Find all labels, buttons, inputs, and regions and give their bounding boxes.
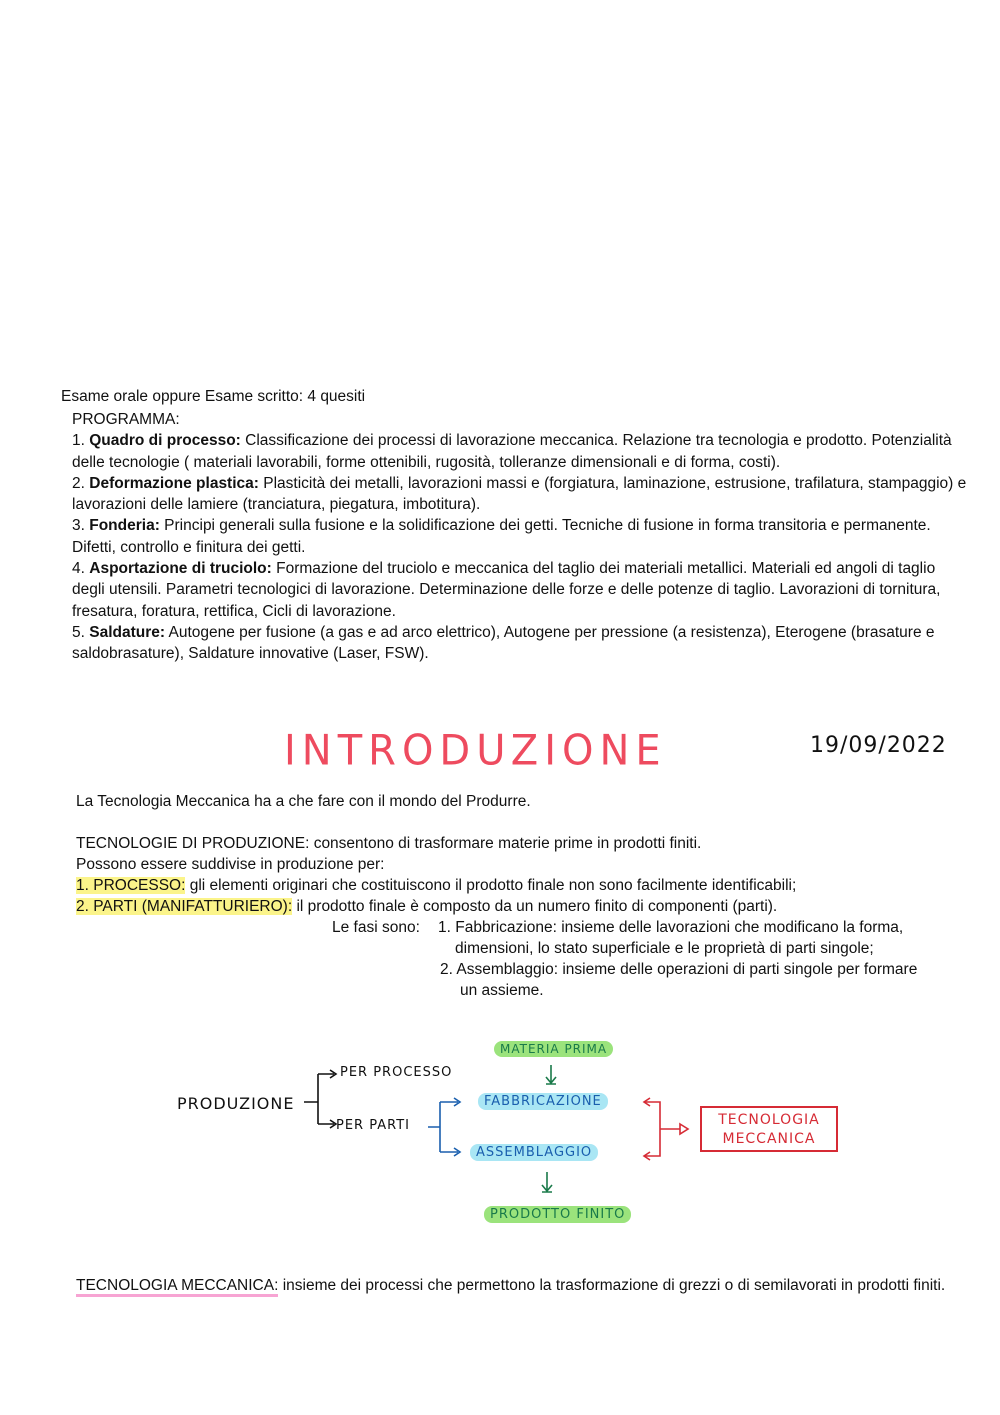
tecnologia-bracket — [644, 1098, 688, 1160]
parti-label: 2. PARTI (MANIFATTURIERO): — [76, 898, 293, 915]
fase-1-line-b: dimensioni, lo stato superficiale e le proprietà di parti singole; — [455, 940, 874, 957]
definition-text: insieme dei processi che permettono la trasformazione di grezzi o di semilavorati in prodotti finiti. — [278, 1277, 946, 1294]
item-number: 2. — [72, 474, 85, 492]
fase-2-line-b: un assieme. — [460, 982, 544, 999]
item-text: Autogene per fusione (a gas e ad arco elettrico), Autogene per pressione (a resistenza), Eterogene (brasature e saldobrasature), Saldature innovative (Laser, FSW). — [72, 623, 935, 663]
per-parti-label: PER PARTI — [336, 1118, 410, 1133]
parti-text: il prodotto finale è composto da un numero finito di componenti (parti). — [292, 898, 778, 915]
per-processo-label: PER PROCESSO — [340, 1065, 453, 1080]
programma-item-5 — [72, 622, 972, 665]
processo-label: 1. PROCESSO: — [76, 877, 186, 894]
item-number: 5. — [72, 623, 85, 641]
tecnologia-meccanica-box — [700, 1106, 838, 1152]
assemblaggio-tag: ASSEMBLAGGIO — [470, 1144, 598, 1161]
item-text: Formazione del truciolo e meccanica del taglio dei materiali metallici. Materiali ed angoli di taglio degli utensili. Parametri tecnologici di lavorazione. Determinazione delle forze e delle potenze di taglio. Lavorazioni di tornitura, fresatura, foratura, rettifica, Cicli di lavorazione. — [72, 560, 941, 620]
intro-line: La Tecnologia Meccanica ha a che fare con il mondo del Produrre. — [76, 793, 531, 810]
produzione-label: PRODUZIONE — [177, 1094, 295, 1113]
definition-term: TECNOLOGIA MECCANICA: — [76, 1277, 278, 1297]
item-processo — [76, 875, 796, 896]
item-title: Saldature: — [89, 623, 166, 641]
item-title: Fonderia: — [89, 517, 160, 535]
programma-item-3 — [72, 515, 972, 558]
fase-2-line-a: 2. Assemblaggio: insieme delle operazioni di parti singole per formare — [440, 961, 918, 978]
fabbricazione-tag: FABBRICAZIONE — [478, 1093, 608, 1110]
programma-item-4 — [72, 558, 972, 622]
produzione-bracket — [304, 1070, 336, 1128]
item-title: Deformazione plastica: — [89, 474, 259, 492]
programma-section — [72, 409, 972, 665]
tecnologia-meccanica-definition — [76, 1275, 956, 1296]
programma-label: PROGRAMMA: — [72, 411, 180, 428]
possono-line: Possono essere suddivise in produzione per: — [76, 856, 385, 873]
intro-title: INTRODUZIONE — [284, 726, 667, 776]
item-text: Principi generali sulla fusione e la solidificazione dei getti. Tecniche di fusione in forma transitoria e permanente. Difetti, controllo e finitura dei getti. — [72, 517, 931, 556]
tecnologie-line: TECNOLOGIE DI PRODUZIONE: consentono di trasformare materie prime in prodotti finiti. — [76, 835, 702, 852]
fase-1-line-a: 1. Fabbricazione: insieme delle lavorazioni che modificano la forma, — [438, 919, 904, 936]
item-title: Quadro di processo: — [89, 432, 241, 450]
meccanica-word: MECCANICA — [722, 1131, 816, 1147]
exam-line: Esame orale oppure Esame scritto: 4 quesiti — [61, 388, 366, 405]
item-text: Classificazione dei processi di lavorazione meccanica. Relazione tra tecnologia e prodotto. Potenzialità delle tecnologie ( materiali lavorabili, forme ottenibili, rugosità, tolleranze dimensionali e di forma, costi). — [72, 432, 952, 471]
prodotto-finito-tag: PRODOTTO FINITO — [484, 1206, 631, 1223]
date: 19/09/2022 — [810, 733, 947, 758]
processo-text: gli elementi originari che costituiscono il prodotto finale non sono facilmente identificabili; — [185, 877, 797, 894]
parti-bracket — [428, 1098, 460, 1156]
item-title: Asportazione di truciolo: — [89, 560, 272, 578]
item-number: 3. — [72, 517, 85, 535]
item-parti — [76, 896, 777, 917]
item-number: 4. — [72, 560, 85, 578]
item-text: Plasticità dei metalli, lavorazioni massi e (forgiatura, laminazione, estrusione, trafilatura, stampaggio) e lavorazioni delle lamiere (tranciatura, piegatura, imbotitura). — [72, 474, 967, 514]
materia-prima-tag: MATERIA PRIMA — [494, 1041, 613, 1057]
programma-item-2 — [72, 473, 972, 516]
item-number: 1. — [72, 432, 85, 450]
programma-item-1 — [72, 430, 972, 473]
tecnologia-word: TECNOLOGIA — [718, 1112, 820, 1128]
fasi-label: Le fasi sono: — [332, 919, 420, 936]
green-arrows — [542, 1065, 556, 1192]
